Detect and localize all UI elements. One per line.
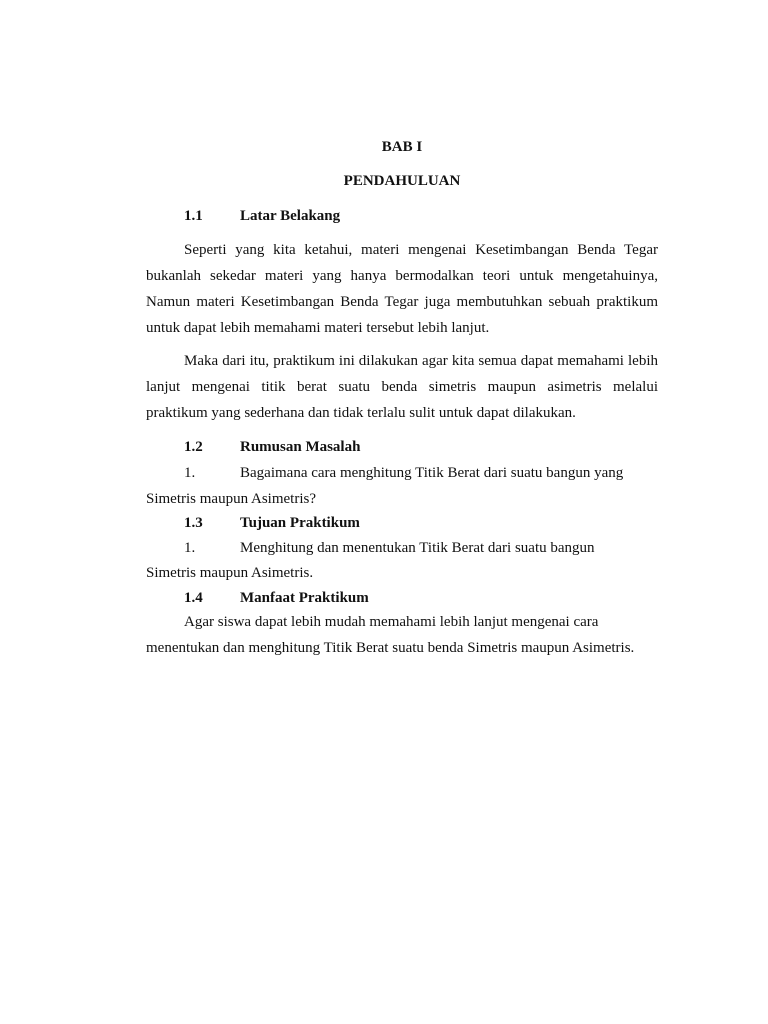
chapter-label: BAB I [381,139,423,155]
section-1-3-number: 1.3 [184,515,203,531]
paragraph-1-line: Seperti yang kita ketahui, materi mengenai Kesetimbangan Benda Tegar [184,242,658,258]
list-item-text: Bagaimana cara menghitung Titik Berat dari suatu bangun yang [240,465,624,481]
paragraph-2-line: Maka dari itu, praktikum ini dilakukan agar kita semua dapat memahami lebih [184,353,658,369]
paragraph-3-line: Agar siswa dapat lebih mudah memahami lebih lanjut mengenai cara [184,614,599,630]
section-1-3-title: Tujuan Praktikum [240,515,360,531]
list-item-text-continued: Simetris maupun Asimetris. [146,565,314,581]
section-1-2-title: Rumusan Masalah [240,439,361,455]
section-1-4-title: Manfaat Praktikum [240,590,369,606]
section-1-1-number: 1.1 [184,208,203,224]
list-item-number: 1. [184,540,196,556]
section-1-4-number: 1.4 [184,590,203,606]
paragraph-2-line: praktikum yang sederhana dan tidak terlalu sulit untuk dapat dilakukan. [146,405,576,421]
paragraph-3-line: menentukan dan menghitung Titik Berat suatu benda Simetris maupun Asimetris. [146,640,635,656]
paragraph-1-line: Namun materi Kesetimbangan Benda Tegar juga membutuhkan sebuah praktikum [146,294,658,310]
list-item-number: 1. [184,465,196,481]
paragraph-2-line: lanjut mengenai titik berat suatu benda simetris maupun asimetris melalui [146,379,658,395]
section-1-2-number: 1.2 [184,439,203,455]
list-item-text: Menghitung dan menentukan Titik Berat dari suatu bangun [240,540,595,556]
section-1-1-title: Latar Belakang [240,208,341,224]
paragraph-1-line: bukanlah sekedar materi yang hanya bermodalkan teori untuk mengetahuinya, [146,268,658,284]
list-item-text-continued: Simetris maupun Asimetris? [146,491,316,507]
chapter-title: PENDAHULUAN [343,173,461,189]
paragraph-1-line: untuk dapat lebih memahami materi tersebut lebih lanjut. [146,320,490,336]
